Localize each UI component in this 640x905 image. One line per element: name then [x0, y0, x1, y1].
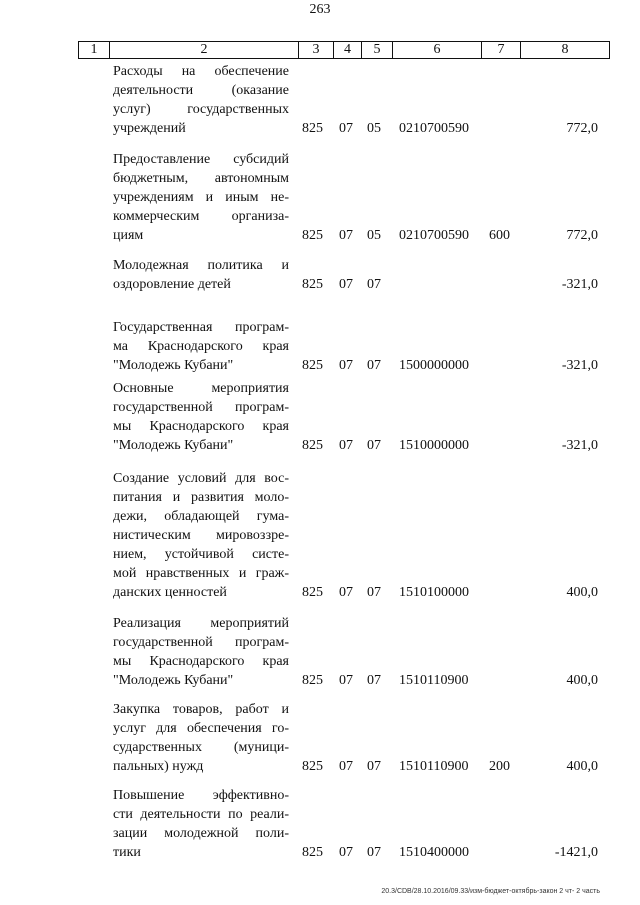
cell-column-8: -321,0: [561, 358, 598, 373]
description-line: учреждениям и иным не-: [113, 190, 289, 205]
cell-column-4: 07: [339, 438, 353, 453]
row-description: [113, 318, 289, 375]
description-line: "Молодежь Кубани": [113, 358, 234, 373]
column-header-2: 2: [110, 42, 299, 59]
cell-column-4: 07: [339, 358, 353, 373]
description-line: учреждений: [113, 121, 186, 136]
description-line: сти деятельности по реали-: [113, 807, 289, 822]
cell-column-3: 825: [302, 585, 323, 600]
column-header-3: 3: [299, 42, 334, 59]
cell-column-4: 07: [339, 845, 353, 860]
description-line: нистическим мировоззре-: [113, 528, 289, 543]
column-header-6: 6: [393, 42, 482, 59]
description-line: данских ценностей: [113, 585, 227, 600]
cell-column-7: 200: [489, 759, 510, 774]
description-line: циям: [113, 228, 144, 243]
description-line: государственной програм-: [113, 400, 289, 415]
description-line: мы Краснодарского края: [113, 419, 289, 434]
cell-column-3: 825: [302, 438, 323, 453]
row-description: [113, 700, 289, 776]
cell-column-8: 400,0: [566, 759, 598, 774]
description-line: мы Краснодарского края: [113, 654, 289, 669]
description-line: ма Краснодарского края: [113, 339, 289, 354]
description-line: "Молодежь Кубани": [113, 438, 234, 453]
cell-column-3: 825: [302, 845, 323, 860]
description-line: государственной програм-: [113, 635, 289, 650]
cell-column-3: 825: [302, 228, 323, 243]
cell-column-5: 07: [367, 845, 381, 860]
cell-column-3: 825: [302, 759, 323, 774]
cell-column-6: 1510400000: [399, 845, 469, 860]
cell-column-5: 07: [367, 277, 381, 292]
column-header-5: 5: [362, 42, 393, 59]
description-line: услуг для обеспечения го-: [113, 721, 289, 736]
description-line: зации молодежной поли-: [113, 826, 289, 841]
cell-column-3: 825: [302, 673, 323, 688]
cell-column-6: 1510100000: [399, 585, 469, 600]
description-line: питания и развития моло-: [113, 490, 289, 505]
description-line: услуг) государственных: [113, 102, 289, 117]
description-line: Предоставление субсидий: [113, 152, 289, 167]
cell-column-8: 400,0: [566, 673, 598, 688]
cell-column-6: 1510000000: [399, 438, 469, 453]
description-line: Создание условий для вос-: [113, 471, 289, 486]
cell-column-4: 07: [339, 759, 353, 774]
column-header-table: [78, 41, 610, 59]
column-header-row: [79, 42, 610, 59]
description-line: дежи, обладающей гума-: [113, 509, 289, 524]
cell-column-5: 05: [367, 228, 381, 243]
cell-column-4: 07: [339, 228, 353, 243]
row-description: [113, 614, 289, 690]
cell-column-8: -321,0: [561, 438, 598, 453]
cell-column-8: 772,0: [566, 121, 598, 136]
description-line: "Молодежь Кубани": [113, 673, 234, 688]
description-line: бюджетным, автономным: [113, 171, 289, 186]
column-header-4: 4: [334, 42, 362, 59]
description-line: коммерческим организа-: [113, 209, 289, 224]
cell-column-4: 07: [339, 585, 353, 600]
description-line: сударственных (муници-: [113, 740, 289, 755]
cell-column-5: 07: [367, 673, 381, 688]
row-description: [113, 469, 289, 602]
description-line: оздоровление детей: [113, 277, 231, 292]
cell-column-8: 772,0: [566, 228, 598, 243]
description-line: пальных) нужд: [113, 759, 204, 774]
cell-column-4: 07: [339, 277, 353, 292]
page-number: 263: [309, 2, 331, 17]
cell-column-8: 400,0: [566, 585, 598, 600]
row-description: [113, 256, 289, 294]
description-line: Молодежная политика и: [113, 258, 289, 273]
cell-column-6: 1500000000: [399, 358, 469, 373]
description-line: Расходы на обеспечение: [113, 64, 289, 79]
cell-column-5: 07: [367, 759, 381, 774]
cell-column-5: 07: [367, 438, 381, 453]
cell-column-3: 825: [302, 121, 323, 136]
description-line: Повышение эффективно-: [113, 788, 289, 803]
column-header-7: 7: [482, 42, 521, 59]
description-line: нием, устойчивой систе-: [113, 547, 289, 562]
row-description: [113, 786, 289, 862]
row-description: [113, 150, 289, 245]
cell-column-6: 0210700590: [399, 228, 469, 243]
cell-column-3: 825: [302, 358, 323, 373]
description-line: деятельности (оказание: [113, 83, 289, 98]
cell-column-4: 07: [339, 121, 353, 136]
row-description: [113, 379, 289, 455]
cell-column-8: -321,0: [561, 277, 598, 292]
description-line: Закупка товаров, работ и: [113, 702, 289, 717]
column-header-1: 1: [79, 42, 110, 59]
cell-column-5: 05: [367, 121, 381, 136]
cell-column-8: -1421,0: [554, 845, 598, 860]
cell-column-4: 07: [339, 673, 353, 688]
description-line: тики: [113, 845, 141, 860]
cell-column-5: 07: [367, 358, 381, 373]
cell-column-5: 07: [367, 585, 381, 600]
column-header-8: 8: [521, 42, 610, 59]
description-line: Реализация мероприятий: [113, 616, 289, 631]
cell-column-6: 0210700590: [399, 121, 469, 136]
footer-file-path: 20.3/CDB/28.10.2016/09.33/изм-бюджет-октябрь-закон 2 чт- 2 часть: [381, 888, 600, 895]
description-line: мой нравственных и граж-: [113, 566, 289, 581]
description-line: Государственная програм-: [113, 320, 289, 335]
cell-column-7: 600: [489, 228, 510, 243]
row-description: [113, 62, 289, 138]
cell-column-3: 825: [302, 277, 323, 292]
cell-column-6: 1510110900: [399, 759, 469, 774]
cell-column-6: 1510110900: [399, 673, 469, 688]
description-line: Основные мероприятия: [113, 381, 289, 396]
